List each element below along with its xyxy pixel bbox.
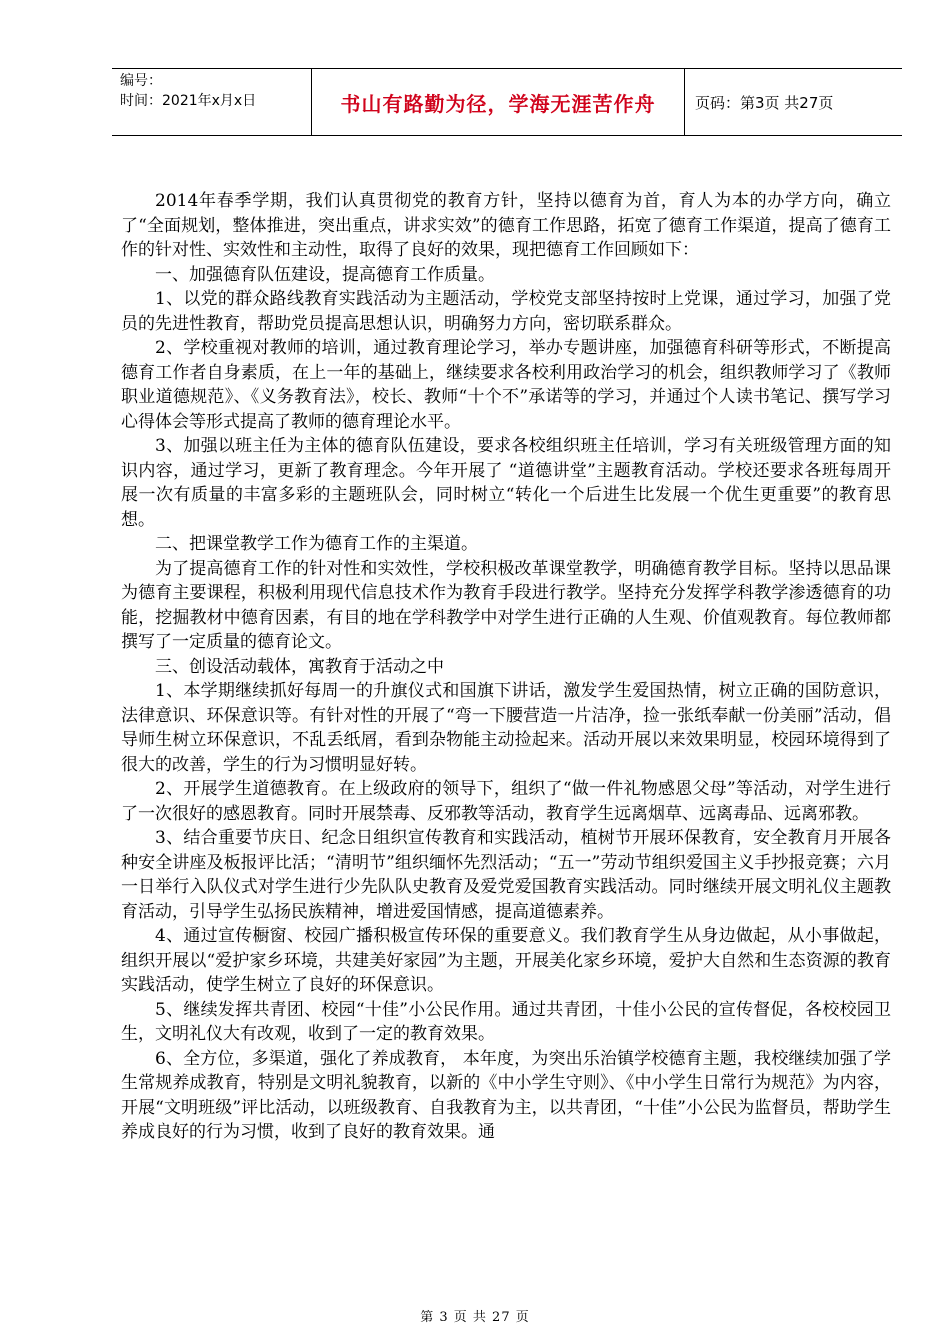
document-body — [121, 189, 891, 1145]
section-heading: 一、加强德育队伍建设，提高德育工作质量。 — [155, 264, 495, 285]
paragraph: 2、开展学生道德教育。在上级政府的领导下，组织了“做一件礼物感恩父母”等活动，对学生进行了一次很好的感恩教育。同时开展禁毒、反邪教等活动，教育学生远离烟草、远离毒品、远离邪教。 — [121, 779, 891, 824]
page-number-label: 页码：第3页 共27页 — [695, 93, 834, 112]
section-heading: 二、把课堂教学工作为德育工作的主渠道。 — [155, 534, 478, 554]
paragraph: 1、本学期继续抓好每周一的升旗仪式和国旗下讲话，激发学生爱国热情，树立正确的国防意识，法律意识、环保意识等。有针对性的开展了“弯一下腰营造一片洁净，捡一张纸奉献一份美丽”活动，倡导师生树立环保意识，不乱丢纸屑，看到杂物能主动捡起来。活动开展以来效果明显，校园环境得到了很大的改善，学生的行为习惯明显好转。 — [121, 681, 891, 775]
paragraph: 2、学校重视对教师的培训，通过教育理论学习，举办专题讲座，加强德育科研等形式，不断提高德育工作者自身素质，在上一年的基础上，继续要求各校利用政治学习的机会，组织教师学习了《教师职业道德规范》、《义务教育法》，校长、教师“十个不”承诺等的学习，并通过个人读书笔记、撰写学习心得体会等形式提高了教师的德育理论水平。 — [121, 338, 891, 432]
paragraph: 6、全方位，多渠道，强化了养成教育， 本年度，为突出乐治镇学校德育主题，我校继续加强了学生常规养成教育，特别是文明礼貌教育，以新的《中小学生守则》、《中小学生日常行为规范》为内容，开展“文明班级”评比活动，以班级教育、自我教育为主，以共青团，“十佳”小公民为监督员，帮助学生养成良好的行为习惯，收到了良好的教育效果。通 — [121, 1048, 891, 1142]
paragraph: 为了提高德育工作的针对性和实效性，学校积极改革课堂教学，明确德育教学目标。坚持以思品课为德育主要课程，积极利用现代信息技术作为教育手段进行教学。坚持充分发挥学科教学渗透德育的功能，挖掘教材中德育因素，有目的地在学科教学中对学生进行正确的人生观、价值观教育。每位教师都撰写了一定质量的德育论文。 — [121, 558, 891, 652]
page-footer: 第 3 页 共 27 页 — [420, 1310, 530, 1325]
page-header — [112, 68, 902, 136]
date-label: 时间：2021年x月x日 — [120, 93, 257, 109]
paragraph: 2014年春季学期，我们认真贯彻党的教育方针，坚持以德育为首，育人为本的办学方向，确立了“全面规划，整体推进，突出重点，讲求实效”的德育工作思路，拓宽了德育工作渠道，提高了德育工作的针对性、实效性和主动性，取得了良好的效果，现把德育工作回顾如下： — [121, 191, 891, 260]
paragraph: 4、通过宣传橱窗、校园广播积极宣传环保的重要意义。我们教育学生从身边做起，从小事做起，组织开展以“爱护家乡环境，共建美好家园”为主题，开展美化家乡环境，爱护大自然和生态资源的教育实践活动，使学生树立了良好的环保意识。 — [121, 926, 891, 995]
header-meta — [112, 69, 312, 135]
number-label: 编号： — [120, 73, 162, 89]
paragraph: 3、加强以班主任为主体的德育队伍建设，要求各校组织班主任培训，学习有关班级管理方面的知识内容，通过学习，更新了教育理念。今年开展了 “道德讲堂”主题教育活动。学校还要求各班每周开展一次有质量的丰富多彩的主题班队会，同时树立“转化一个后进生比发展一个优生更重要”的教育思想。 — [121, 436, 891, 530]
motto: 书山有路勤为径，学海无涯苦作舟 — [312, 69, 685, 135]
paragraph: 5、继续发挥共青团、校园“十佳”小公民作用。通过共青团，十佳小公民的宣传督促，各校校园卫生，文明礼仪大有改观，收到了一定的教育效果。 — [121, 999, 891, 1044]
section-heading: 三、创设活动载体，寓教育于活动之中 — [155, 656, 444, 677]
paragraph: 1、以党的群众路线教育实践活动为主题活动，学校党支部坚持按时上党课，通过学习，加强了党员的先进性教育，帮助党员提高思想认识，明确努力方向，密切联系群众。 — [121, 289, 891, 334]
paragraph: 3、结合重要节庆日、纪念日组织宣传教育和实践活动，植树节开展环保教育，安全教育月开展各种安全讲座及板报评比活；“清明节”组织缅怀先烈活动；“五一”劳动节组织爱国主义手抄报竞赛；六月一日举行入队仪式对学生进行少先队队史教育及爱党爱国教育实践活动。同时继续开展文明礼仪主题教育活动，引导学生弘扬民族精神，增进爱国情感，提高道德素养。 — [121, 828, 891, 922]
